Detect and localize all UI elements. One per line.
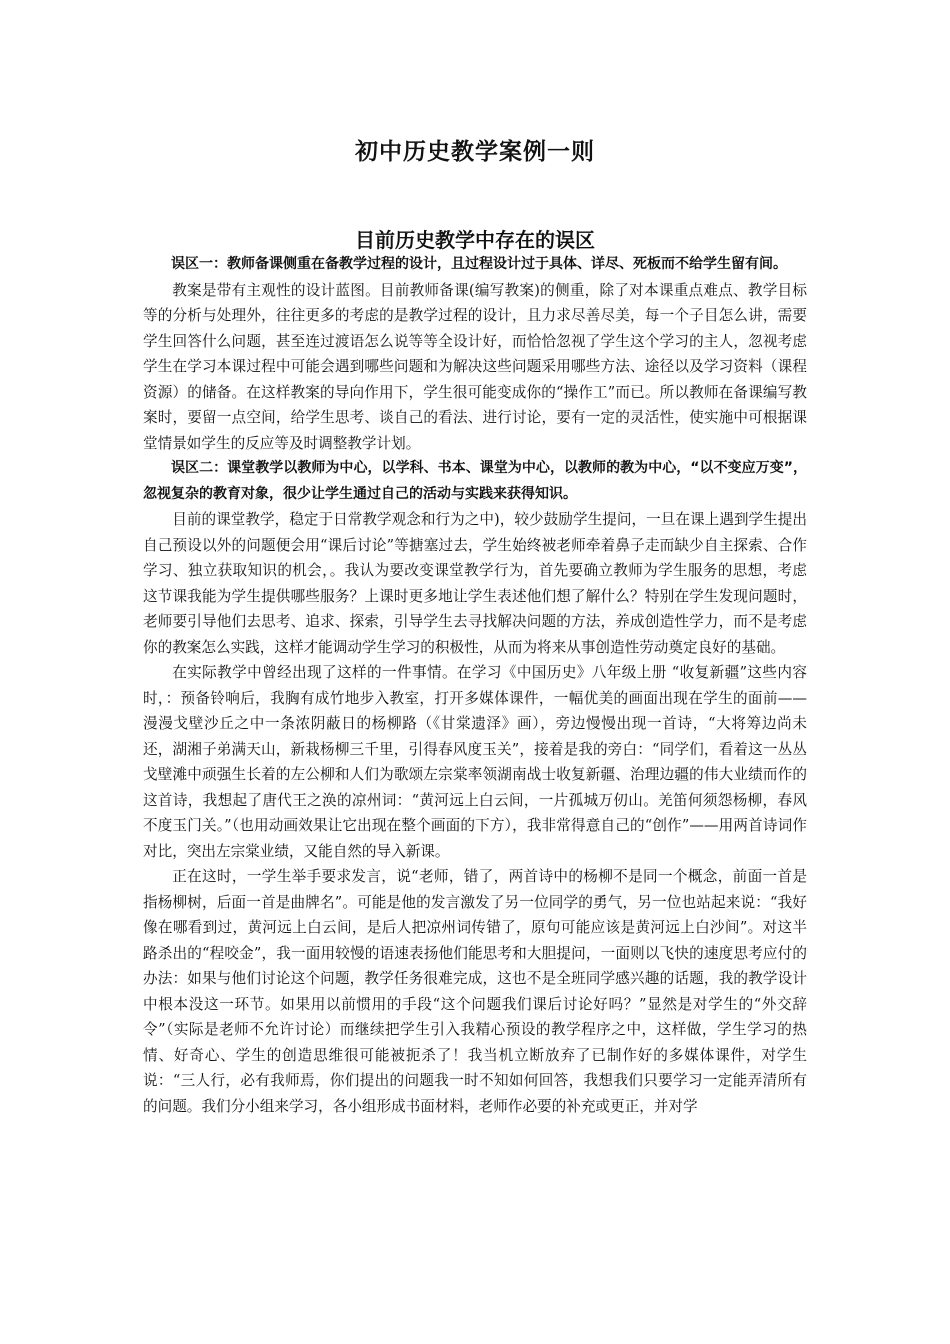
section-title: 目前历史教学中存在的误区 <box>355 228 595 252</box>
document-title: 初中历史教学案例一则 <box>355 139 595 165</box>
paragraph: 在实际教学中曾经出现了这样的一件事情。在学习《中国历史》八年级上册 “收复新疆”这些内容时，：预备铃响后，我胸有成竹地步入教室，打开多媒体课件，一幅优美的画面出现在学生的面前——漫漫戈壁沙丘之中一条浓阴蔽日的杨柳路（《甘棠遗泽》画），旁边慢慢出现一首诗，“大将筹边尚未还，湖湘子弟满天山，新栽杨柳三千里，引得春风度玉关”，接着是我的旁白：“同学们，看着这一丛丛戈壁滩中顽强生长着的左公柳和人们为歌颂左宗棠率领湖南战士收复新疆、治理边疆的伟大业绩而作的这首诗，我想起了唐代王之涣的凉州词：“黄河远上白云间，一片孤城万仞山。羌笛何须怨杨柳，春风不度玉门关。”（也用动画效果让它出现在整个画面的下方），我非常得意自己的“创作”——用两首诗词作对比，突出左宗棠业绩，又能自然的导入新课。 <box>143 664 807 860</box>
document-body <box>143 252 807 1119</box>
paragraph: 教案是带有主观性的设计蓝图。目前教师备课(编写教案)的侧重，除了对本课重点难点、教学目标等的分析与处理外，往往更多的考虑的是教学过程的设计，且力求尽善尽美，每一个子目怎么讲，需要学生回答什么问题，甚至连过渡语怎么说等等全设计好，而恰恰忽视了学生这个学习的主人，忽视考虑学生在学习本课过程中可能会遇到哪些问题和为解决这些问题采用哪些方法、途径以及学习资料（课程资源）的储备。在这样教案的导向作用下，学生很可能变成你的“操作工”而已。所以教师在备课编写教案时，要留一点空间，给学生思考、谈自己的看法、进行讨论，要有一定的灵活性，使实施中可根据课堂情景如学生的反应等及时调整教学计划。 <box>143 281 807 452</box>
paragraph-misconception-2: 误区二：课堂教学以教师为中心，以学科、书本、课堂为中心，以教师的教为中心，“以不变应万变”，忽视复杂的教育对象，很少让学生通过自己的活动与实践来获得知识。 <box>143 460 807 502</box>
paragraph: 目前的课堂教学，稳定于日常教学观念和行为之中)，较少鼓励学生提问，一旦在课上遇到学生提出自己预设以外的问题便会用“课后讨论”等搪塞过去，学生始终被老师牵着鼻子走而缺少自主探索、合作学习、独立获取知识的机会，。我认为要改变课堂教学行为，首先要确立教师为学生服务的思想，考虑这节课我能为学生提供哪些服务？上课时更多地让学生表述他们想了解什么？特别在学生发现问题时，老师要引导他们去思考、追求、探索，引导学生去寻找解决问题的方法，养成创造性学力，而不是考虑你的教案怎么实践，这样才能调动学生学习的积极性，从而为将来从事创造性劳动奠定良好的基础。 <box>143 511 807 656</box>
paragraph-misconception-1: 误区一：教师备课侧重在备教学过程的设计，且过程设计过于具体、详尽、死板而不给学生留有间。 <box>171 256 787 272</box>
paragraph: 正在这时，一学生举手要求发言，说“老师，错了，两首诗中的杨柳不是同一个概念，前面一首是指杨柳树，后面一首是曲牌名”。可能是他的发言激发了另一位同学的勇气，另一位也站起来说：“我好像在哪看到过，黄河远上白云间，是后人把凉州词传错了，原句可能应该是黄河远上白沙间”。对这半路杀出的“程咬金”，我一面用较慢的语速表扬他们能思考和大胆提问，一面则以飞快的速度思考应付的办法：如果与他们讨论这个问题，教学任务很难完成，这也不是全班同学感兴趣的话题，我的教学设计中根本没这一环节。如果用以前惯用的手段“这个问题我们课后讨论好吗？”显然是对学生的“外交辞令”（实际是老师不允许讨论）而继续把学生引入我精心预设的教学程序之中，这样做，学生学习的热情、好奇心、学生的创造思维很可能被扼杀了！我当机立断放弃了已制作好的多媒体课件，对学生说：“三人行，必有我师焉，你们提出的问题我一时不知如何回答，我想我们只要学习一定能弄清所有的问题。我们分小组来学习，各小组形成书面材料，老师作必要的补充或更正，并对学 <box>143 868 807 1115</box>
